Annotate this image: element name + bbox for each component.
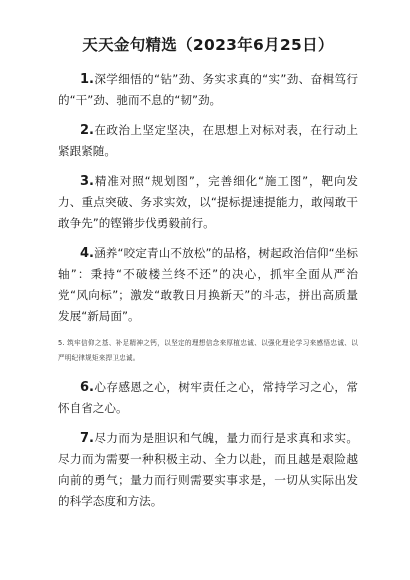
quote-item-2 [58, 120, 358, 162]
quote-number: 4. [80, 245, 94, 261]
quote-text: 心存感恩之心，树牢责任之心，常持学习之心，常怀自省之心。 [58, 379, 358, 415]
quote-number: 2. [80, 122, 94, 138]
quote-number: 1. [80, 71, 94, 87]
quote-item-4 [58, 243, 358, 327]
quote-item-1 [58, 69, 358, 111]
quote-text: 筑牢信仰之基、补足精神之钙，以坚定的理想信念来厚植忠诚、以强化理论学习来感悟忠诚、以严明纪律规矩来捍卫忠诚。 [58, 338, 358, 363]
quote-item-5 [58, 336, 358, 367]
quote-text: 深学细悟的“钻”劲、务实求真的“实”劲、奋楫笃行的“干”劲、驰而不息的“韧”劲。 [58, 71, 358, 107]
quote-number: 7. [80, 430, 94, 446]
quote-item-7 [58, 428, 358, 512]
quote-text: 精准对照“规划图”，完善细化“施工图”，靶向发力、重点突破、务求实效，以“提标提速提能力，敢闯敢干敢争先”的铿锵步伐勇毅前行。 [58, 173, 358, 230]
quote-number: 3. [80, 173, 94, 189]
quote-item-3 [58, 171, 358, 234]
quote-number: 5. [58, 338, 65, 347]
quote-text: 涵养“咬定青山不放松”的品格，树起政治信仰“坐标轴”：秉持“不破楼兰终不还”的决心，抓牢全面从严治党“风向标”；激发“敢教日月换新天”的斗志，拼出高质量发展“新局面”。 [58, 245, 358, 323]
quote-item-6 [58, 377, 358, 419]
quote-text: 尽力而为是胆识和气魄，量力而行是求真和求实。尽力而为需要一种积极主动、全力以赴，而且越是艰险越向前的勇气；量力而行则需要实事求是，一切从实际出发的科学态度和方法。 [58, 430, 358, 508]
quote-text: 在政治上坚定坚决，在思想上对标对表，在行动上紧跟紧随。 [58, 122, 358, 158]
quote-number: 6. [80, 379, 94, 395]
document-title: 天天金句精选（2023年6月25日） [82, 36, 334, 54]
